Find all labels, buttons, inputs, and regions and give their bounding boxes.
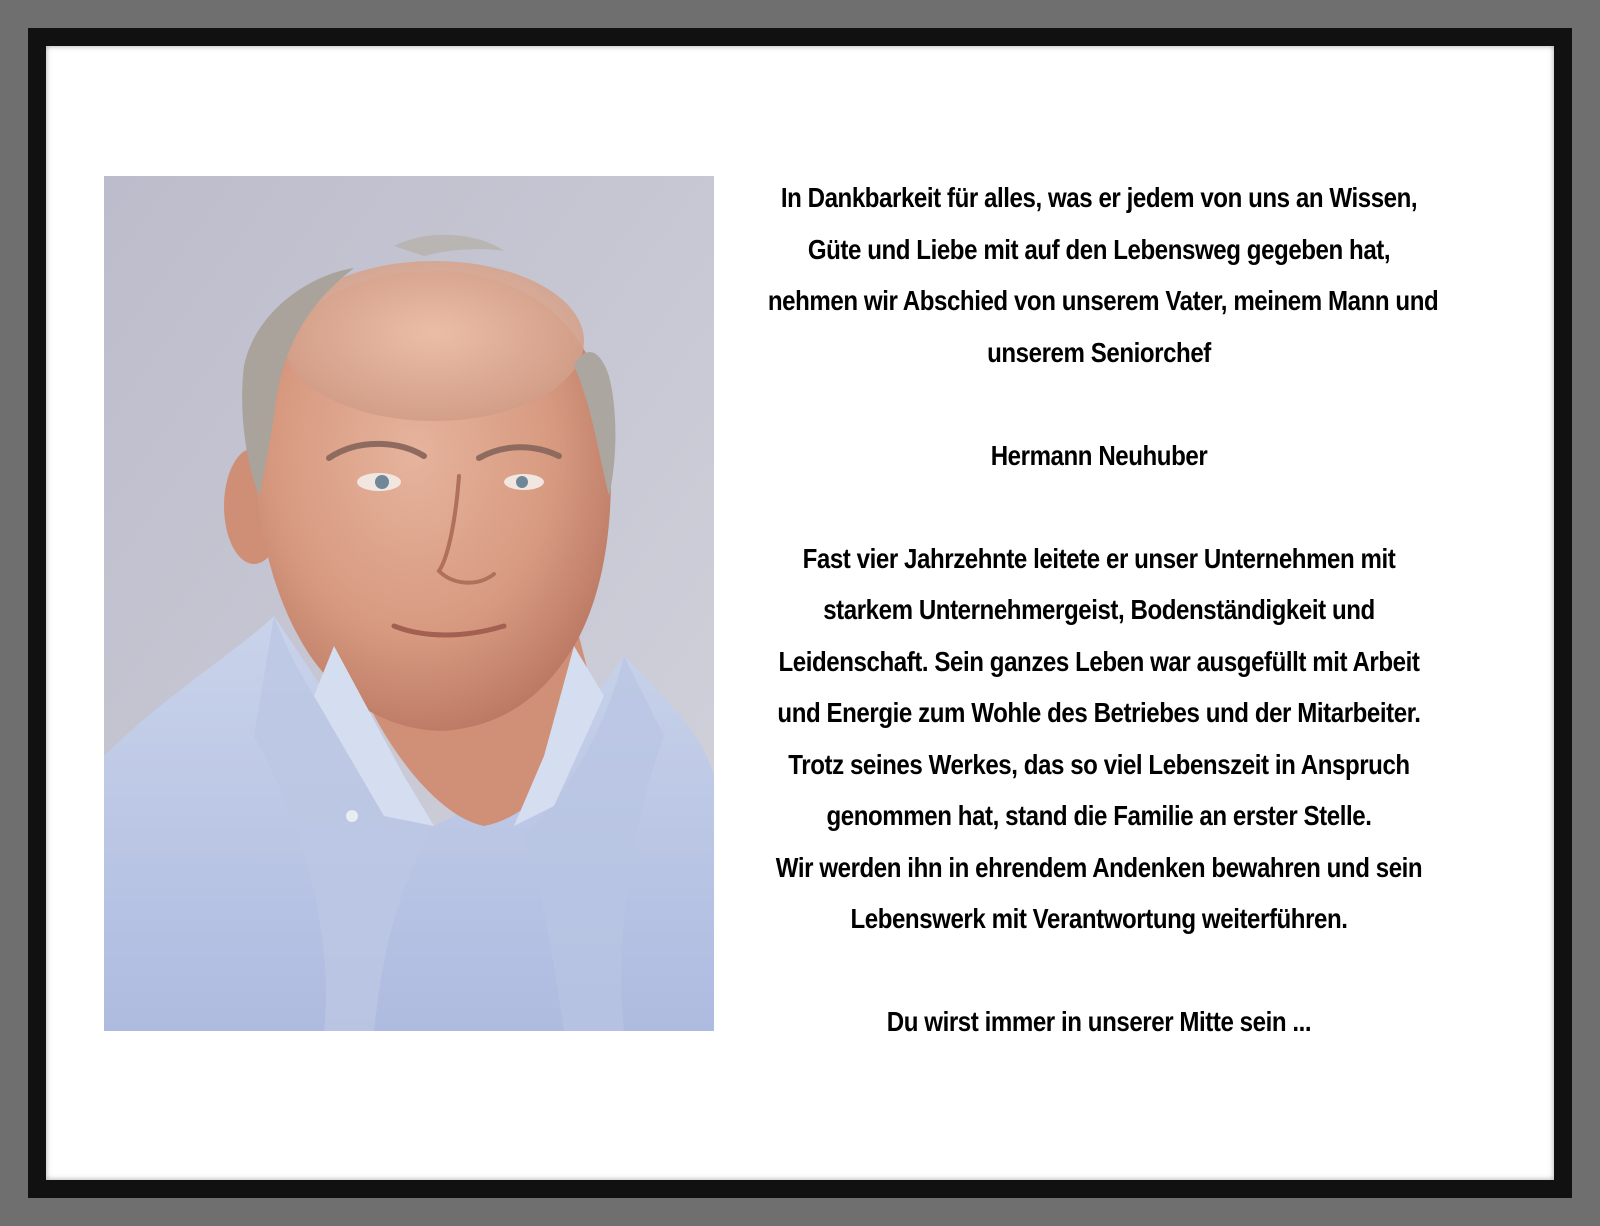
intro-line: In Dankbarkeit für alles, was er jedem von uns an Wissen, [780,182,1418,213]
tribute-line: und Energie zum Wohle des Betriebes und der Mitarbeiter. [777,697,1421,728]
tribute-line: Trotz seines Werkes, das so viel Lebenszeit in Anspruch [788,748,1410,780]
intro-line: nehmen wir Abschied von unserem Vater, meinem Mann und [767,285,1439,316]
tribute-line: genommen hat, stand die Familie an erster Stelle. [826,800,1372,831]
spacer [768,945,1430,997]
deceased-name [768,430,1430,482]
spacer [768,378,1430,430]
memorial-text [767,172,1439,1048]
tribute-paragraph [768,533,1430,945]
name-line: Hermann Neuhuber [990,439,1208,471]
tribute-line: Fast vier Jahrzehnte leitete er unser Unternehmen mit [802,542,1396,574]
spacer [768,481,1430,533]
intro-line: Güte und Liebe mit auf den Lebensweg gegeben hat, [807,233,1391,265]
intro-paragraph [767,172,1439,378]
closing-line [768,996,1430,1048]
closing-text: Du wirst immer in unserer Mitte sein ... [886,1006,1312,1037]
intro-line: unserem Seniorchef [987,336,1211,368]
tribute-line: starkem Unternehmergeist, Bodenständigkeit und [823,594,1375,625]
tribute-line: Leidenschaft. Sein ganzes Leben war ausgefüllt mit Arbeit [778,645,1420,677]
tribute-line: Lebenswerk mit Verantwortung weiterführen. [850,903,1348,934]
portrait-photo [104,176,714,1031]
tribute-line: Wir werden ihn in ehrendem Andenken bewahren und sein [775,851,1423,883]
